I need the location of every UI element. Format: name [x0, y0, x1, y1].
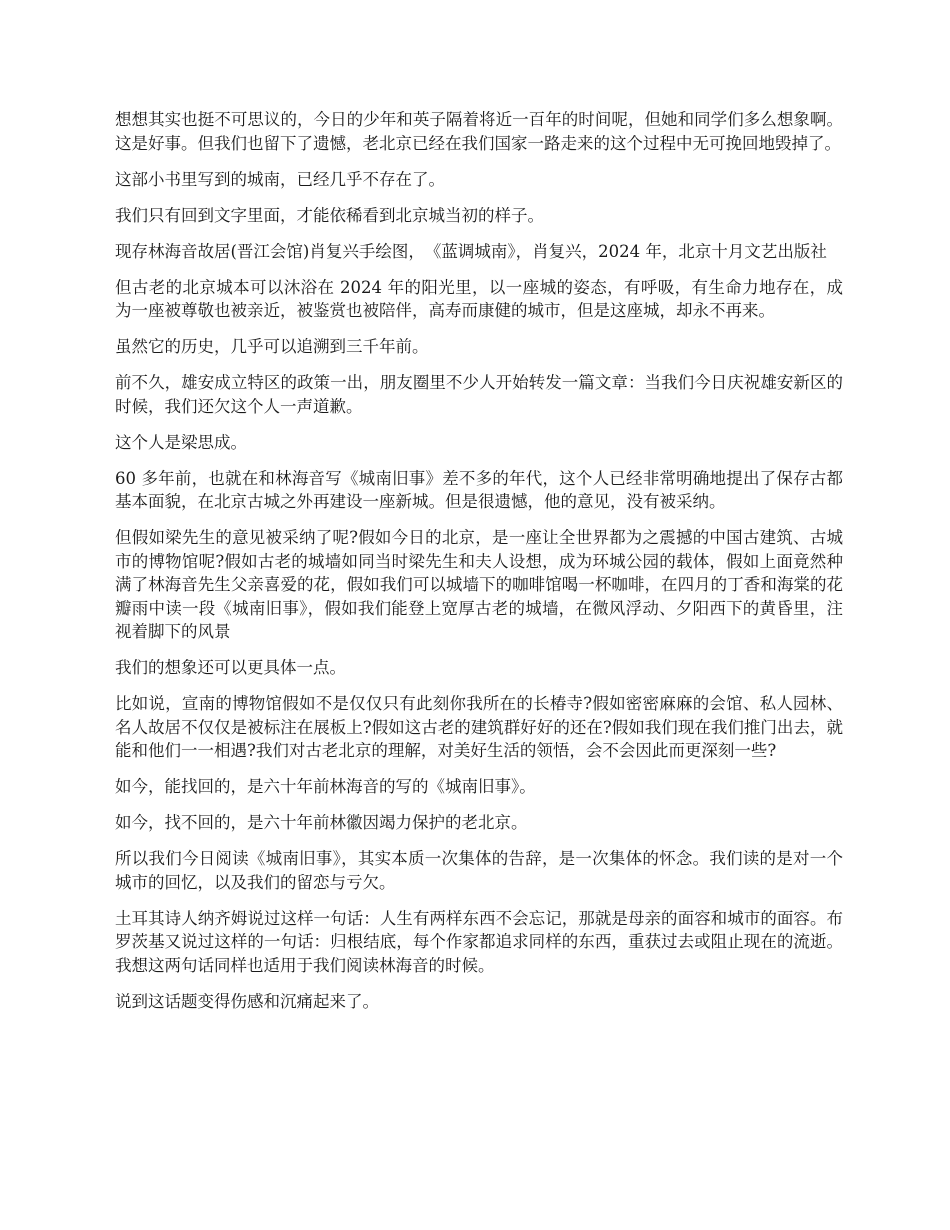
paragraph-17: 说到这话题变得伤感和沉痛起来了。 [115, 991, 379, 1011]
paragraph-14: 如今，找不回的，是六十年前林徽因竭力保护的老北京。 [115, 813, 528, 832]
paragraph-9: 60 多年前，也就在和林海音写《城南旧事》差不多的年代，这个人已经非常明确地提出了保存古都基本面貌，在北京古城之外再建设一座新城。但是很遗憾，他的意见，没有被采纳。 [115, 468, 843, 511]
paragraph-3: 我们只有回到文字里面，才能依稀看到北京城当初的样子。 [115, 205, 544, 225]
paragraph-1: 想想其实也挺不可思议的，今日的少年和英子隔着将近一百年的时间呢，但她和同学们多么想象啊。这是好事。但我们也留下了遗憾，老北京已经在我们国家一路走来的这个过程中无可挽回地毁掉了。 [115, 110, 843, 153]
paragraph-15: 所以我们今日阅读《城南旧事》，其实本质一次集体的告辞，是一次集体的怀念。我们读的是对一个城市的回忆，以及我们的留恋与亏欠。 [115, 849, 843, 892]
paragraph-10: 但假如梁先生的意见被采纳了呢?假如今日的北京，是一座让全世界都为之震撼的中国古建筑、古城市的博物馆呢?假如古老的城墙如同当时梁先生和夫人设想，成为环城公园的载体，假如上面竟然种满了林海音先生父亲喜爱的花，假如我们可以城墙下的咖啡馆喝一杯咖啡，在四月的丁香和海棠的花瓣雨中读一段《城南旧事》，假如我们能登上宽厚古老的城墙，在微风浮动、夕阳西下的黄昏里，注视着脚下的风景 [115, 528, 843, 641]
paragraph-8: 这个人是梁思成。 [115, 432, 247, 452]
image-caption: 现存林海音故居(晋江会馆)肖复兴手绘图， 《蓝调城南》，肖复兴，2024 年，北京十月文艺出版社 [115, 241, 827, 261]
paragraph-2: 这部小书里写到的城南，已经几乎不存在了。 [115, 169, 445, 189]
paragraph-7: 前不久，雄安成立特区的政策一出，朋友圈里不少人开始转发一篇文章：当我们今日庆祝雄安新区的时候，我们还欠这个人一声道歉。 [115, 373, 843, 416]
paragraph-11: 我们的想象还可以更具体一点。 [115, 658, 346, 677]
document-body [115, 108, 843, 1026]
paragraph-13: 如今，能找回的，是六十年前林海音的写的《城南旧事》。 [115, 777, 536, 796]
paragraph-12: 比如说，宣南的博物馆假如不是仅仅只有此刻你我所在的长椿寺?假如密密麻麻的会馆、私人园林、名人故居不仅仅是被标注在展板上?假如这古老的建筑群好好的还在?假如我们现在我们推门出去，就能和他们一一相遇?我们对古老北京的理解，对美好生活的领悟，会不会因此而更深刻一些? [115, 694, 843, 760]
paragraph-16: 土耳其诗人纳齐姆说过这样一句话：人生有两样东西不会忘记，那就是母亲的面容和城市的面容。布罗茨基又说过这样的一句话：归根结底，每个作家都追求同样的东西，重获过去或阻止现在的流逝。我想这两句话同样也适用于我们阅读林海音的时候。 [115, 908, 843, 975]
paragraph-5: 但古老的北京城本可以沐浴在 2024 年的阳光里，以一座城的姿态，有呼吸，有生命力地存在，成为一座被尊敬也被亲近，被鉴赏也被陪伴，高寿而康健的城市，但是这座城，却永不再来。 [115, 277, 843, 320]
paragraph-6: 虽然它的历史，几乎可以追溯到三千年前。 [115, 337, 429, 356]
